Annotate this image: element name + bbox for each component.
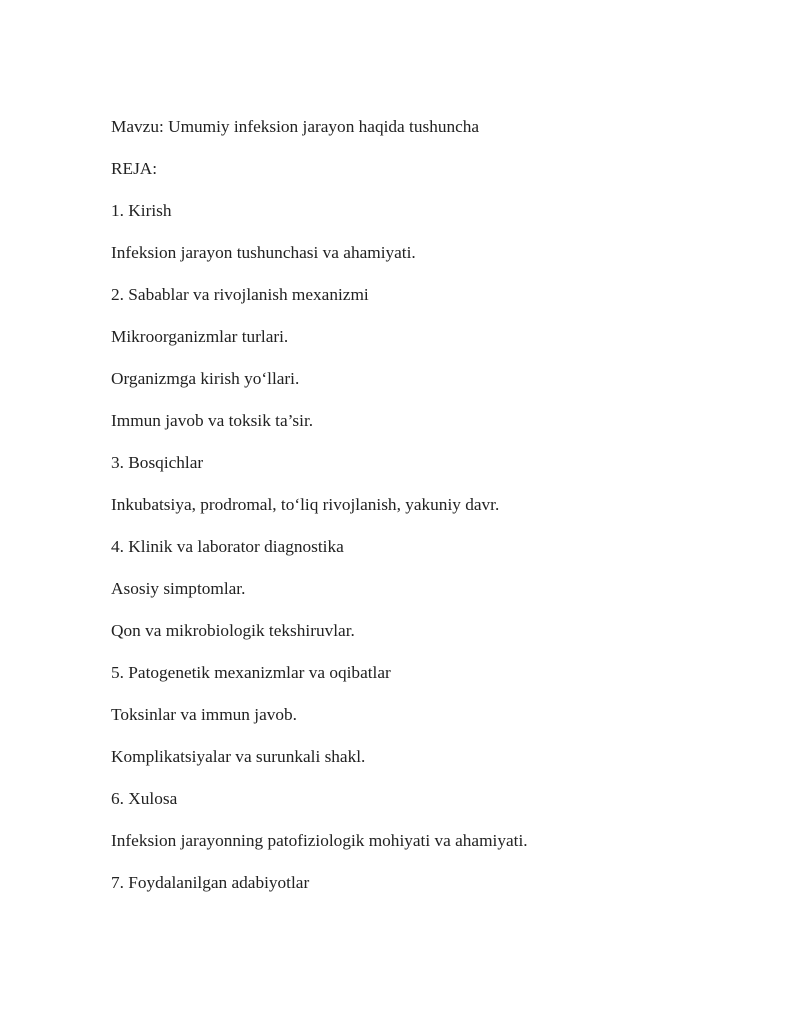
plan-item: Mikroorganizmlar turlari.: [111, 327, 289, 346]
plan-item: Immun javob va toksik ta’sir.: [111, 411, 314, 430]
plan-section-heading: 4. Klinik va laborator diagnostika: [111, 537, 344, 556]
document-content: [111, 115, 751, 913]
document-title: Mavzu: Umumiy infeksion jarayon haqida tushuncha: [111, 117, 480, 136]
plan-item: Toksinlar va immun javob.: [111, 705, 297, 724]
plan-section-heading: 5. Patogenetik mexanizmlar va oqibatlar: [111, 663, 391, 682]
plan-item: Infeksion jarayonning patofiziologik mohiyati va ahamiyati.: [111, 831, 528, 850]
plan-item: Asosiy simptomlar.: [111, 579, 246, 598]
plan-section-heading: 3. Bosqichlar: [111, 453, 204, 472]
plan-heading: REJA:: [111, 159, 158, 178]
plan-section-heading: 7. Foydalanilgan adabiyotlar: [111, 873, 310, 892]
plan-item: Organizmga kirish yo‘llari.: [111, 369, 300, 388]
plan-section-heading: 2. Sabablar va rivojlanish mexanizmi: [111, 285, 369, 304]
plan-section-heading: 1. Kirish: [111, 201, 172, 220]
plan-item: Komplikatsiyalar va surunkali shakl.: [111, 747, 366, 766]
plan-item: Inkubatsiya, prodromal, to‘liq rivojlanish, yakuniy davr.: [111, 495, 500, 514]
plan-item: Qon va mikrobiologik tekshiruvlar.: [111, 621, 355, 640]
plan-section-heading: 6. Xulosa: [111, 789, 178, 808]
plan-item: Infeksion jarayon tushunchasi va ahamiyati.: [111, 243, 416, 262]
